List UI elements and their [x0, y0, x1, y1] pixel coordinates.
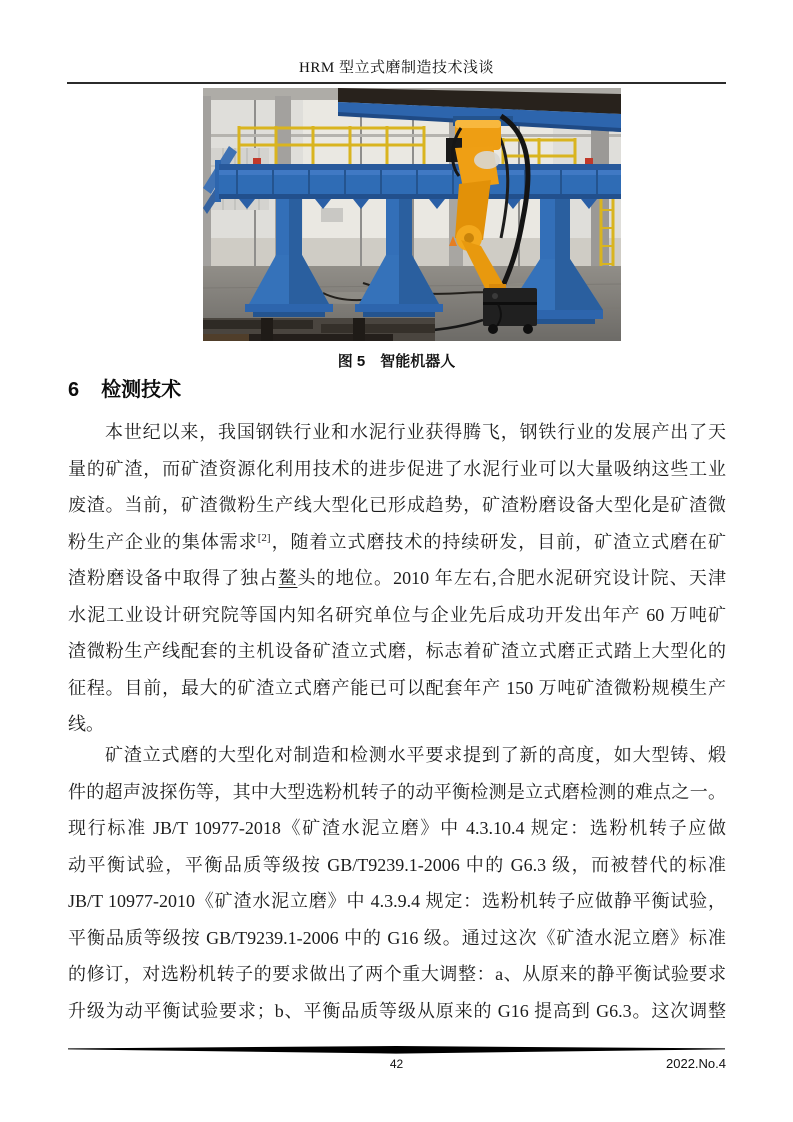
footer-divider	[68, 1046, 725, 1054]
text-line: 的修订，对选粉机转子的要求做出了两个重大调整：a、从原来的静平衡试验要求	[68, 964, 726, 984]
figure-image	[203, 88, 621, 341]
text-line: 现行标准 JB/T 10977-2018《矿渣水泥立磨》中 4.3.10.4 规定：选粉机转子应做	[68, 818, 726, 838]
text-line: JB/T 10977-2010《矿渣水泥立磨》中 4.3.9.4 规定：选粉机转子应做静平衡试验，	[68, 891, 726, 911]
text-line: 量的矿渣，而矿渣资源化利用技术的进步促进了水泥行业可以大量吸纳这些工业	[68, 458, 726, 479]
text-line: 平衡品质等级按 GB/T9239.1-2006 中的 G16 级。通过这次《矿渣水泥立磨》标准	[68, 927, 726, 948]
text-segment: 头的地位。2010 年左右,合肥水泥研究设计院、天津	[297, 568, 726, 588]
underlined-char: 鳌	[278, 568, 298, 588]
section-title: 检测技术	[101, 379, 182, 401]
citation-ref: [2]	[257, 531, 271, 544]
header-divider	[67, 82, 726, 84]
text-line: 件的超声波探伤等，其中大型选粉机转子的动平衡检测是立式磨检测的难点之一。	[68, 781, 726, 802]
figure-caption: 图 5 智能机器人	[337, 353, 456, 370]
text-line: 废渣。当前，矿渣微粉生产线大型化已形成趋势，矿渣粉磨设备大型化是矿渣微	[68, 495, 726, 515]
robot-photo-illustration	[203, 88, 621, 341]
section-number: 6	[68, 379, 80, 401]
page-number: 42	[389, 1057, 404, 1071]
text-line	[68, 524, 726, 561]
text-segment: 渣粉磨设备中取得了独占	[68, 568, 279, 588]
text-line: 升级为动平衡试验要求；b、平衡品质等级从原来的 G16 提高到 G6.3。这次调整	[68, 1000, 726, 1021]
text-line: 本世纪以来，我国钢铁行业和水泥行业获得腾飞，钢铁行业的发展产出了天	[105, 422, 726, 442]
text-line: 线。	[68, 714, 104, 734]
paragraph-2	[68, 737, 726, 1029]
text-line	[68, 560, 726, 597]
text-line: 水泥工业设计研究院等国内知名研究单位与企业先后成功开发出年产 60 万吨矿	[68, 604, 726, 625]
text-segment: 粉生产企业的集体需求	[68, 531, 258, 552]
tapered-bar	[68, 1046, 725, 1054]
issue-label: 2022.No.4	[666, 1056, 726, 1071]
text-line: 征程。目前，最大的矿渣立式磨产能已可以配套年产 150 万吨矿渣微粉规模生产	[68, 677, 726, 698]
section-heading	[68, 373, 181, 402]
paragraph-1	[68, 414, 726, 743]
text-line: 动平衡试验，平衡品质等级按 GB/T9239.1-2006 中的 G6.3 级，而被替代的标准	[68, 854, 726, 875]
running-header-title: HRM 型立式磨制造技术浅谈	[299, 60, 494, 76]
text-segment: ，随着立式磨技术的持续研发，目前，矿渣立式磨在矿	[270, 531, 726, 552]
text-line: 渣微粉生产线配套的主机设备矿渣立式磨，标志着矿渣立式磨正式踏上大型化的	[68, 641, 726, 661]
text-line: 矿渣立式磨的大型化对制造和检测水平要求提到了新的高度，如大型铸、煅	[105, 745, 726, 765]
